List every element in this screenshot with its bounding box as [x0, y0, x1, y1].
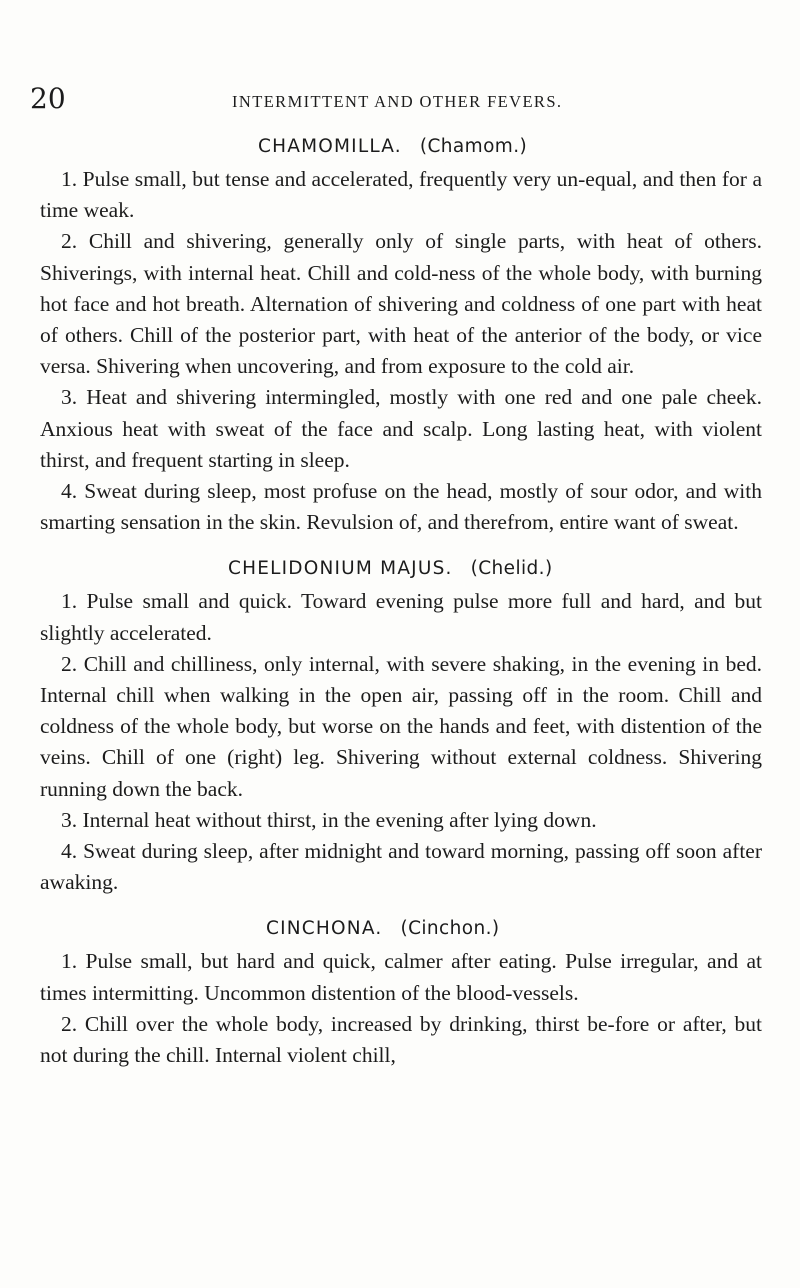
remedy-abbreviation: (Cinchon.)	[400, 918, 500, 940]
remedy-heading-chamomilla	[258, 130, 762, 164]
symptom-paragraph: 1. Pulse small and quick. Toward evening pulse more full and hard, and but slightly accelerated.	[40, 589, 762, 645]
body-text	[40, 130, 762, 1071]
remedy-heading-cinchona	[266, 912, 762, 946]
symptom-paragraph: 2. Chill and shivering, generally only of single parts, with heat of others. Shiverings, with internal heat. Chill and cold-ness of the whole body, with burning hot face and hot breath. Alternation of shivering and coldness of one part with heat of others. Chill of the posterior part, with heat of the anterior of the body, or vice versa. Shivering when uncovering, and from exposure to the cold air.	[40, 229, 762, 379]
remedy-name: CHELIDONIUM MAJUS.	[228, 558, 453, 580]
symptom-paragraph: 1. Pulse small, but hard and quick, calmer after eating. Pulse irregular, and at times intermitting. Uncommon distention of the blood-vessels.	[40, 949, 762, 1005]
symptom-paragraph: 3. Heat and shivering intermingled, mostly with one red and one pale cheek. Anxious heat with sweat of the face and scalp. Long lasting heat, with violent thirst, and frequent starting in sleep.	[40, 385, 762, 472]
symptom-paragraph: 2. Chill over the whole body, increased by drinking, thirst be-fore or after, but not during the chill. Internal violent chill,	[40, 1011, 762, 1068]
remedy-abbreviation: (Chelid.)	[470, 558, 553, 580]
symptom-paragraph: 2. Chill and chilliness, only internal, with severe shaking, in the evening in bed. Internal chill when walking in the open air, passing off in the room. Chill and coldness of the whole body, but worse on the hands and feet, with distention of the veins. Chill of one (right) leg. Shivering without external coldness. Shivering running down the back.	[40, 651, 762, 801]
symptom-paragraph: 4. Sweat during sleep, most profuse on the head, mostly of sour odor, and with smarting sensation in the skin. Revulsion of, and therefrom, entire want of sweat.	[40, 479, 762, 535]
running-title: INTERMITTENT AND OTHER FEVERS.	[232, 92, 563, 111]
remedy-name: CINCHONA.	[266, 918, 383, 940]
symptom-paragraph: 3. Internal heat without thirst, in the evening after lying down.	[61, 807, 597, 832]
symptom-paragraph: 4. Sweat during sleep, after midnight and toward morning, passing off soon after awaking.	[40, 839, 762, 895]
remedy-abbreviation: (Chamom.)	[419, 136, 528, 157]
symptom-paragraph: 1. Pulse small, but tense and accelerated, frequently very un-equal, and then for a time weak.	[40, 167, 762, 223]
running-head	[30, 84, 750, 116]
remedy-name: CHAMOMILLA.	[258, 136, 402, 157]
remedy-heading-chelidonium	[228, 552, 762, 586]
page-number: 20	[30, 82, 66, 115]
